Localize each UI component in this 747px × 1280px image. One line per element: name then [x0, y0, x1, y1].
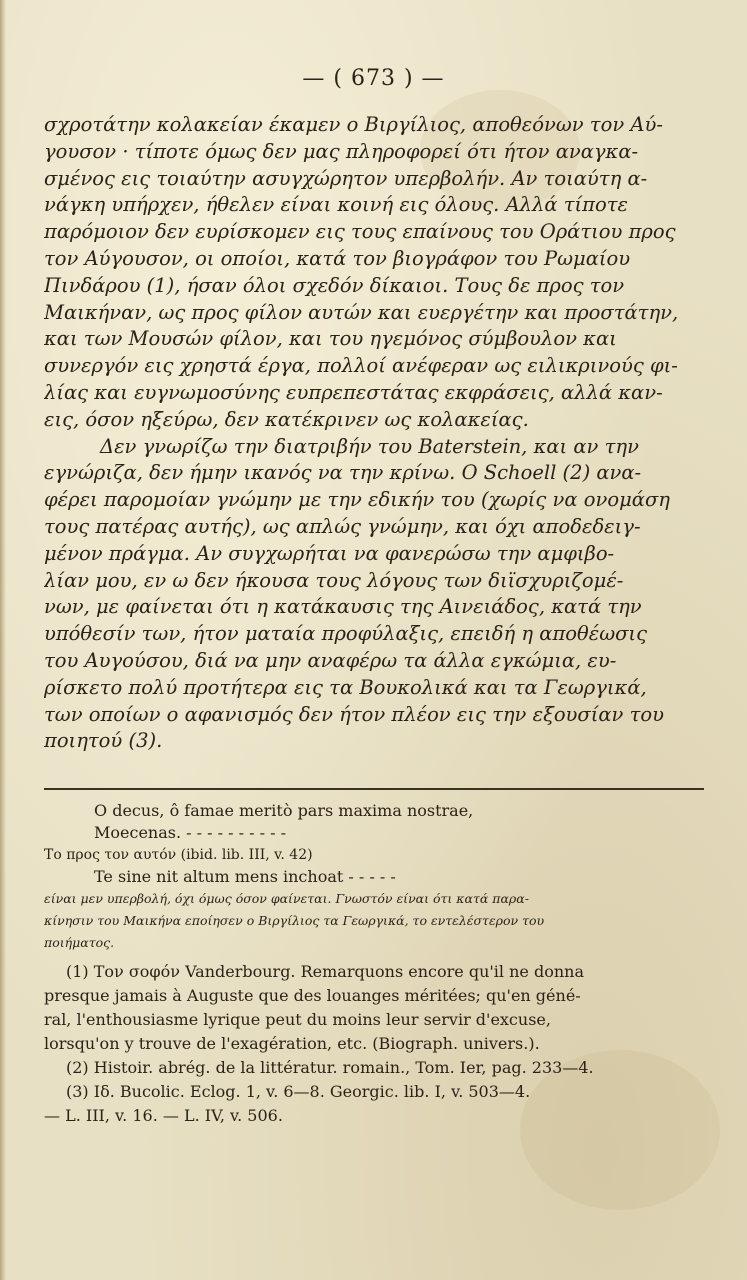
text-line: λίας και ευγνωμοσύνης ευπρεπεστάτας εκφράσεις, αλλά καν- [44, 380, 663, 404]
greek-note-line: κίνησιν του Μαικήνα εποίησεν ο Βιργίλιος τα Γεωργικά, το εντελέστερον του [44, 913, 545, 928]
text-line: παρόμοιον δεν ευρίσκομεν εις τους επαίνους του Οράτιου προς [44, 220, 676, 244]
text-line: του Αυγούσου, διά να μην αναφέρω τα άλλα εγκώμια, ευ- [44, 648, 617, 672]
text-line: των οποίων ο αφανισμός δεν ήτον πλέον εις την εξουσίαν του [44, 702, 664, 726]
text-line: λίαν μου, εν ω δεν ήκουσα τους λόγους των διϊσχυριζομέ- [44, 568, 624, 592]
greek-note-line: ποιήματος. [44, 935, 115, 950]
greek-note-line: είναι μεν υπερβολή, όχι όμως όσον φαίνεται. Γνωστόν είναι ότι κατά παρα- [44, 891, 529, 906]
text-line: ποιητού (3). [44, 729, 163, 753]
footnote-1-cont: lorsqu'on y trouve de l'exagération, etc. (Biograph. univers.). [44, 1034, 540, 1053]
text-line: εγνώριζα, δεν ήμην ικανός να την κρίνω. Ο Schoell (2) ανα- [44, 461, 642, 485]
main-text-block [44, 112, 704, 755]
paragraph-start-line: Δεν γνωρίζω την διατριβήν του Baterstein, και αν την [100, 434, 639, 458]
reference-line: Το προς τον αυτόν (ibid. lib. III, v. 42) [44, 847, 313, 863]
text-line: φέρει παρομοίαν γνώμην με την εδικήν του (χωρίς να ονομάση [44, 488, 670, 512]
text-line: τον Αύγουσον, οι οποίοι, κατά τον βιογράφον του Ρωμαίου [44, 246, 631, 270]
text-line: σχροτάτην κολακείαν έκαμεν ο Βιργίλιος, αποθεόνων τον Αύ- [44, 113, 663, 136]
latin-quote-line: Moecenas. - - - - - - - - - - [94, 823, 286, 842]
text-line: νων, με φαίνεται ότι η κατάκαυσις της Αινειάδος, κατά την [44, 595, 642, 619]
text-line: νάγκη υπήρχεν, ήθελεν είναι κοινή εις όλους. Αλλά τίποτε [44, 193, 628, 217]
footnotes-block [44, 800, 704, 1128]
footnote-2: (2) Histoir. abrég. de la littératur. romain., Tom. Ier, pag. 233—4. [66, 1058, 594, 1077]
footnote-1-cont: ral, l'enthousiasme lyrique peut du moins leur servir d'excuse, [44, 1010, 551, 1029]
text-line: σμένος εις τοιαύτην ασυγχώρητον υπερβολήν. Αν τοιαύτη α- [44, 166, 648, 190]
page-number-header: — ( 673 ) — [302, 66, 445, 91]
text-line: τους πατέρας αυτής), ως απλώς γνώμην, και όχι αποδεδειγ- [44, 514, 641, 538]
text-line: συνεργόν εις χρηστά έργα, πολλοί ανέφεραν ως ειλικρινούς φι- [44, 354, 678, 378]
text-line: μένον πράγμα. Αν συγχωρήται να φανερώσω την αμφιβο- [44, 541, 615, 565]
latin-quote-line: O decus, ô famae meritò pars maxima nostrae, [94, 801, 474, 820]
footnote-3: (3) Ιδ. Bucolic. Eclog. 1, v. 6—8. Georgic. lib. I, v. 503—4. [66, 1082, 531, 1101]
text-line: υπόθεσίν των, ήτον ματαία προφύλαξις, επειδή η αποθέωσις [44, 622, 647, 646]
footnote-3-cont: — L. III, v. 16. — L. IV, v. 506. [44, 1106, 283, 1125]
text-line: Μαικήναν, ως προς φίλον αυτών και ευεργέτην και προστάτην, [44, 300, 679, 324]
latin-quote-line: Te sine nit altum mens inchoat - - - - - [94, 867, 396, 886]
text-line: ρίσκετο πολύ προτήτερα εις τα Βουκολικά και τα Γεωργικά, [44, 675, 647, 699]
text-line: Πινδάρου (1), ήσαν όλοι σχεδόν δίκαιοι. Τους δε προς τον [44, 273, 625, 297]
text-line: και των Μουσών φίλον, και του ηγεμόνος σύμβουλον και [44, 327, 617, 351]
text-line: γουσον · τίποτε όμως δεν μας πληροφορεί ότι ήτον αναγκα- [44, 139, 639, 163]
text-line: εις, όσον ηξεύρω, δεν κατέκρινεν ως κολακείας. [44, 407, 529, 431]
footnote-divider [44, 788, 704, 790]
footnote-1-cont: presque jamais à Auguste que des louanges méritées; qu'en géné- [44, 986, 581, 1005]
footnote-1: (1) Τον σοφόν Vanderbourg. Remarquons encore qu'il ne donna [66, 962, 584, 981]
